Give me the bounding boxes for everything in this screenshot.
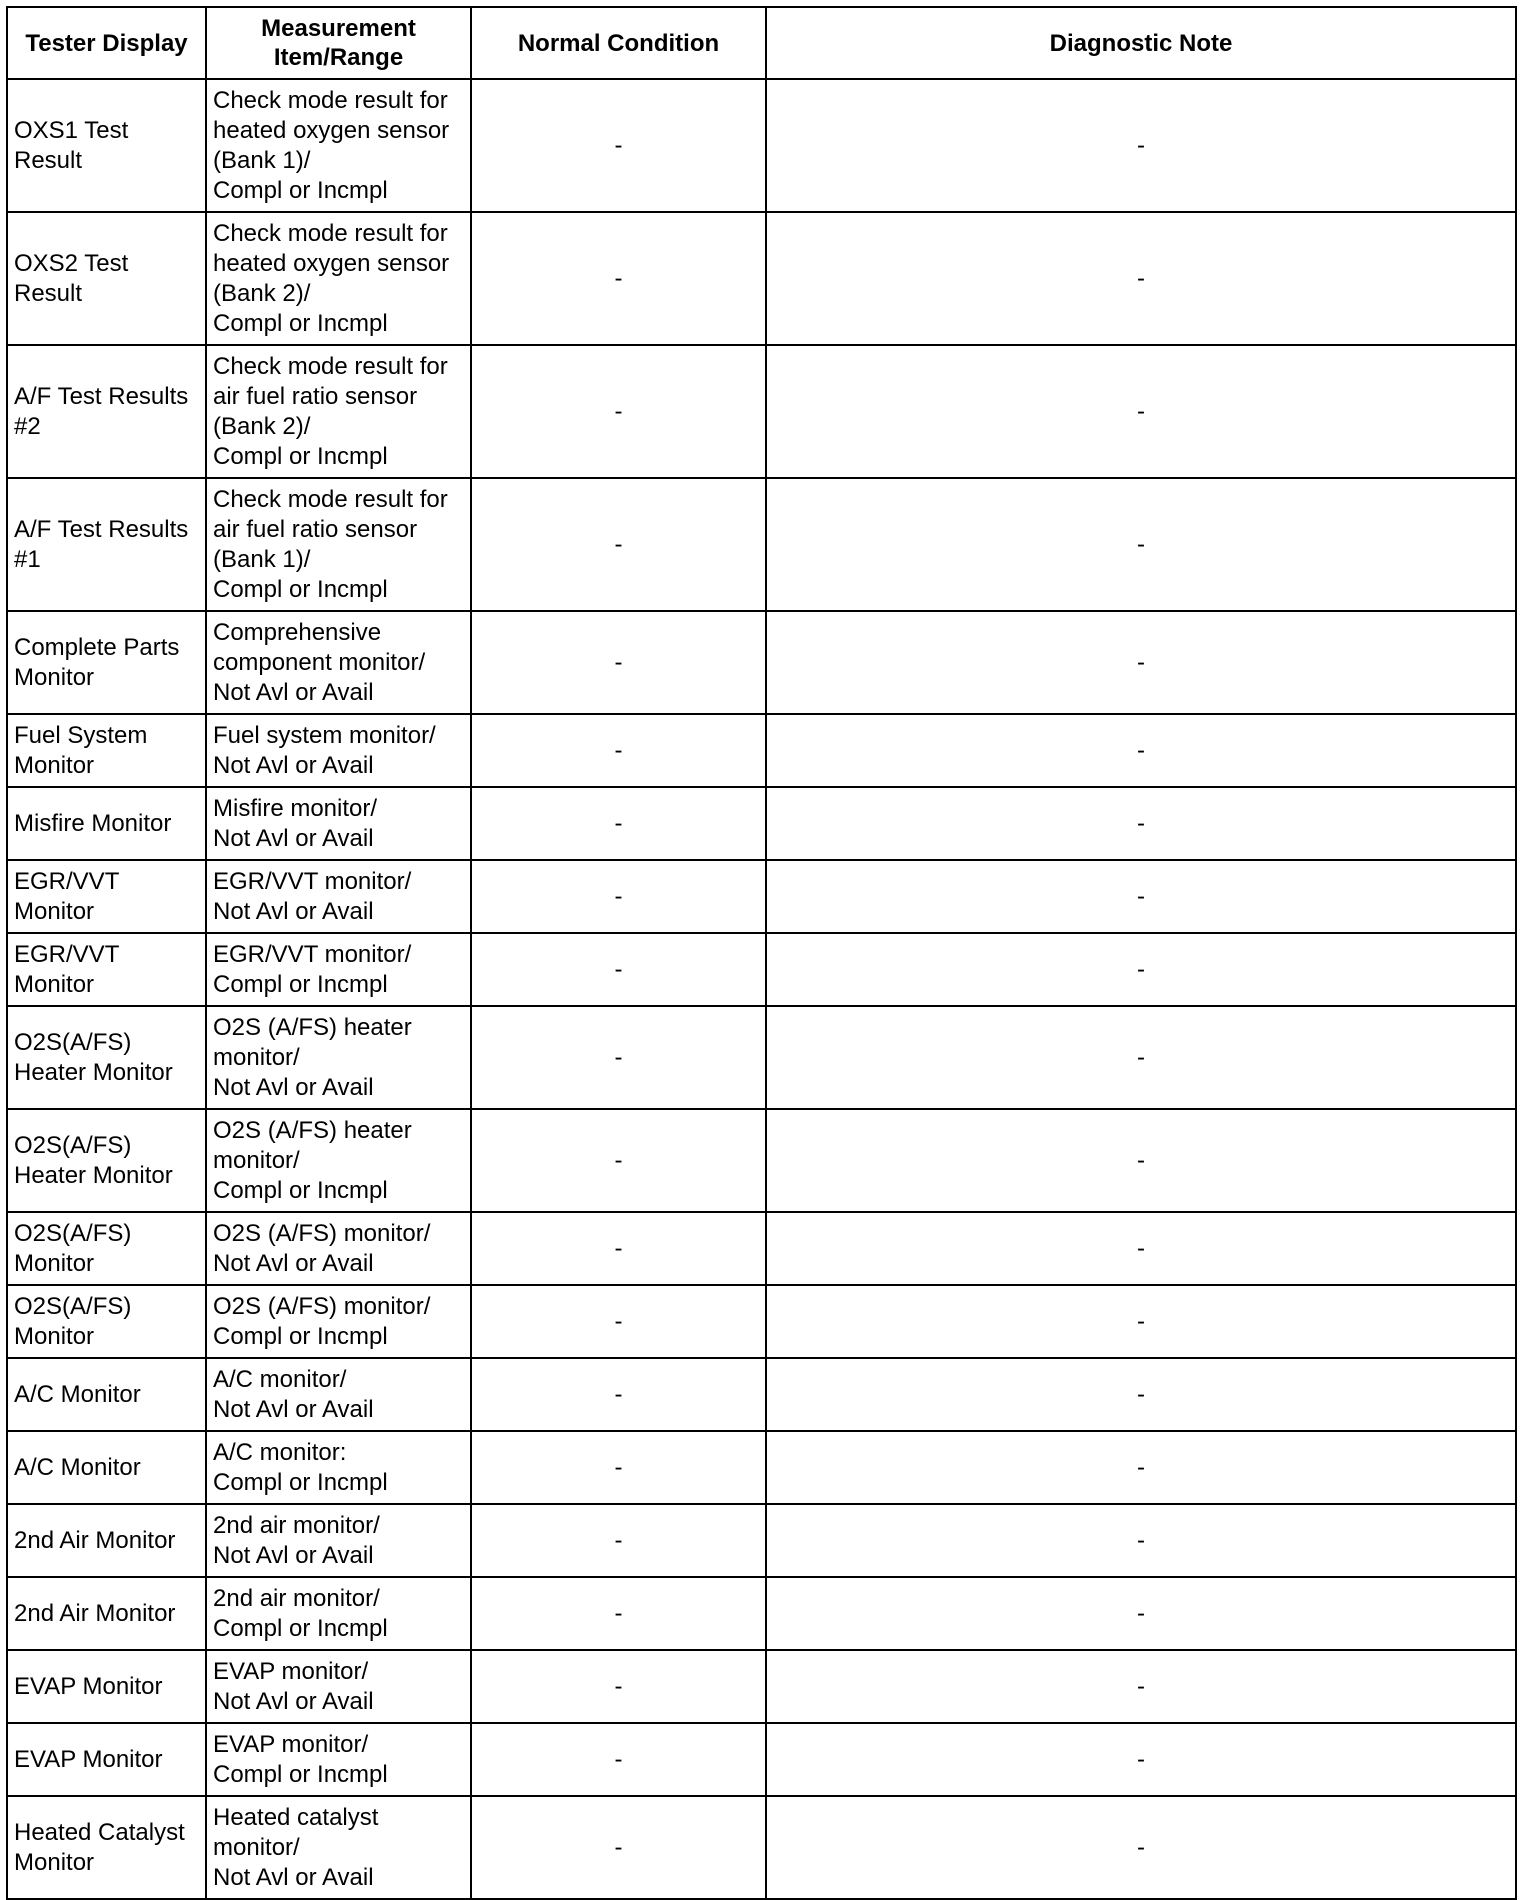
cell-measurement: Check mode result for air fuel ratio sensor (Bank 2)/ Compl or Incmpl (206, 345, 471, 478)
cell-tester-display: O2S(A/FS) Monitor (7, 1285, 206, 1358)
header-row (7, 7, 1516, 79)
cell-normal-condition: - (471, 714, 766, 787)
cell-diagnostic-note: - (766, 1723, 1516, 1796)
cell-tester-display: A/C Monitor (7, 1358, 206, 1431)
cell-tester-display: Misfire Monitor (7, 787, 206, 860)
table-row (7, 1285, 1516, 1358)
table-body (7, 79, 1516, 1899)
table-row (7, 478, 1516, 611)
cell-diagnostic-note: - (766, 345, 1516, 478)
cell-tester-display: A/F Test Results #2 (7, 345, 206, 478)
cell-normal-condition: - (471, 933, 766, 1006)
cell-normal-condition: - (471, 860, 766, 933)
table-row (7, 1212, 1516, 1285)
cell-tester-display: A/F Test Results #1 (7, 478, 206, 611)
cell-diagnostic-note: - (766, 714, 1516, 787)
cell-normal-condition: - (471, 212, 766, 345)
cell-diagnostic-note: - (766, 1358, 1516, 1431)
cell-normal-condition: - (471, 1577, 766, 1650)
cell-tester-display: O2S(A/FS) Monitor (7, 1212, 206, 1285)
cell-normal-condition: - (471, 478, 766, 611)
table-row (7, 611, 1516, 714)
cell-diagnostic-note: - (766, 933, 1516, 1006)
cell-tester-display: EVAP Monitor (7, 1650, 206, 1723)
cell-normal-condition: - (471, 1723, 766, 1796)
cell-measurement: O2S (A/FS) monitor/ Not Avl or Avail (206, 1212, 471, 1285)
cell-measurement: Check mode result for heated oxygen sensor (Bank 1)/ Compl or Incmpl (206, 79, 471, 212)
header-normal-condition: Normal Condition (471, 7, 766, 79)
cell-tester-display: 2nd Air Monitor (7, 1504, 206, 1577)
cell-normal-condition: - (471, 1796, 766, 1899)
cell-normal-condition: - (471, 1006, 766, 1109)
cell-diagnostic-note: - (766, 1109, 1516, 1212)
cell-tester-display: EVAP Monitor (7, 1723, 206, 1796)
cell-measurement: 2nd air monitor/ Not Avl or Avail (206, 1504, 471, 1577)
cell-diagnostic-note: - (766, 1006, 1516, 1109)
table-row (7, 1650, 1516, 1723)
cell-measurement: A/C monitor/ Not Avl or Avail (206, 1358, 471, 1431)
cell-tester-display: 2nd Air Monitor (7, 1577, 206, 1650)
table-row (7, 714, 1516, 787)
cell-tester-display: OXS1 Test Result (7, 79, 206, 212)
cell-measurement: A/C monitor: Compl or Incmpl (206, 1431, 471, 1504)
cell-normal-condition: - (471, 345, 766, 478)
table-row (7, 79, 1516, 212)
cell-diagnostic-note: - (766, 1504, 1516, 1577)
cell-measurement: Misfire monitor/ Not Avl or Avail (206, 787, 471, 860)
cell-measurement: Check mode result for air fuel ratio sensor (Bank 1)/ Compl or Incmpl (206, 478, 471, 611)
cell-tester-display: A/C Monitor (7, 1431, 206, 1504)
tester-data-table (6, 6, 1517, 1900)
cell-measurement: EGR/VVT monitor/ Not Avl or Avail (206, 860, 471, 933)
cell-measurement: Check mode result for heated oxygen sensor (Bank 2)/ Compl or Incmpl (206, 212, 471, 345)
table-row (7, 1109, 1516, 1212)
cell-diagnostic-note: - (766, 1796, 1516, 1899)
cell-diagnostic-note: - (766, 1577, 1516, 1650)
cell-measurement: EVAP monitor/ Not Avl or Avail (206, 1650, 471, 1723)
cell-tester-display: O2S(A/FS) Heater Monitor (7, 1109, 206, 1212)
data-list-sheet (6, 6, 1515, 1900)
cell-normal-condition: - (471, 1212, 766, 1285)
cell-tester-display: O2S(A/FS) Heater Monitor (7, 1006, 206, 1109)
cell-tester-display: Complete Parts Monitor (7, 611, 206, 714)
header-diagnostic-note: Diagnostic Note (766, 7, 1516, 79)
cell-normal-condition: - (471, 1504, 766, 1577)
table-row (7, 1431, 1516, 1504)
cell-diagnostic-note: - (766, 611, 1516, 714)
table-row (7, 787, 1516, 860)
cell-normal-condition: - (471, 1285, 766, 1358)
cell-normal-condition: - (471, 1650, 766, 1723)
cell-measurement: EVAP monitor/ Compl or Incmpl (206, 1723, 471, 1796)
cell-normal-condition: - (471, 1358, 766, 1431)
cell-normal-condition: - (471, 611, 766, 714)
header-tester-display: Tester Display (7, 7, 206, 79)
cell-measurement: Comprehensive component monitor/ Not Avl or Avail (206, 611, 471, 714)
table-row (7, 1358, 1516, 1431)
cell-tester-display: EGR/VVT Monitor (7, 933, 206, 1006)
table-row (7, 212, 1516, 345)
table-row (7, 345, 1516, 478)
cell-measurement: 2nd air monitor/ Compl or Incmpl (206, 1577, 471, 1650)
cell-tester-display: OXS2 Test Result (7, 212, 206, 345)
table-row (7, 1577, 1516, 1650)
table-row (7, 933, 1516, 1006)
cell-diagnostic-note: - (766, 860, 1516, 933)
cell-measurement: O2S (A/FS) monitor/ Compl or Incmpl (206, 1285, 471, 1358)
cell-diagnostic-note: - (766, 212, 1516, 345)
cell-diagnostic-note: - (766, 79, 1516, 212)
cell-normal-condition: - (471, 79, 766, 212)
cell-tester-display: Fuel System Monitor (7, 714, 206, 787)
cell-diagnostic-note: - (766, 1431, 1516, 1504)
cell-diagnostic-note: - (766, 1650, 1516, 1723)
cell-normal-condition: - (471, 1431, 766, 1504)
cell-normal-condition: - (471, 1109, 766, 1212)
cell-measurement: Fuel system monitor/ Not Avl or Avail (206, 714, 471, 787)
cell-measurement: O2S (A/FS) heater monitor/ Compl or Incmpl (206, 1109, 471, 1212)
table-row (7, 1796, 1516, 1899)
header-measurement: Measurement Item/Range (206, 7, 471, 79)
cell-measurement: EGR/VVT monitor/ Compl or Incmpl (206, 933, 471, 1006)
cell-diagnostic-note: - (766, 787, 1516, 860)
cell-diagnostic-note: - (766, 1285, 1516, 1358)
table-row (7, 860, 1516, 933)
cell-tester-display: Heated Catalyst Monitor (7, 1796, 206, 1899)
cell-measurement: Heated catalyst monitor/ Not Avl or Avail (206, 1796, 471, 1899)
cell-tester-display: EGR/VVT Monitor (7, 860, 206, 933)
cell-normal-condition: - (471, 787, 766, 860)
cell-diagnostic-note: - (766, 478, 1516, 611)
cell-measurement: O2S (A/FS) heater monitor/ Not Avl or Avail (206, 1006, 471, 1109)
cell-diagnostic-note: - (766, 1212, 1516, 1285)
table-row (7, 1723, 1516, 1796)
table-row (7, 1504, 1516, 1577)
table-row (7, 1006, 1516, 1109)
